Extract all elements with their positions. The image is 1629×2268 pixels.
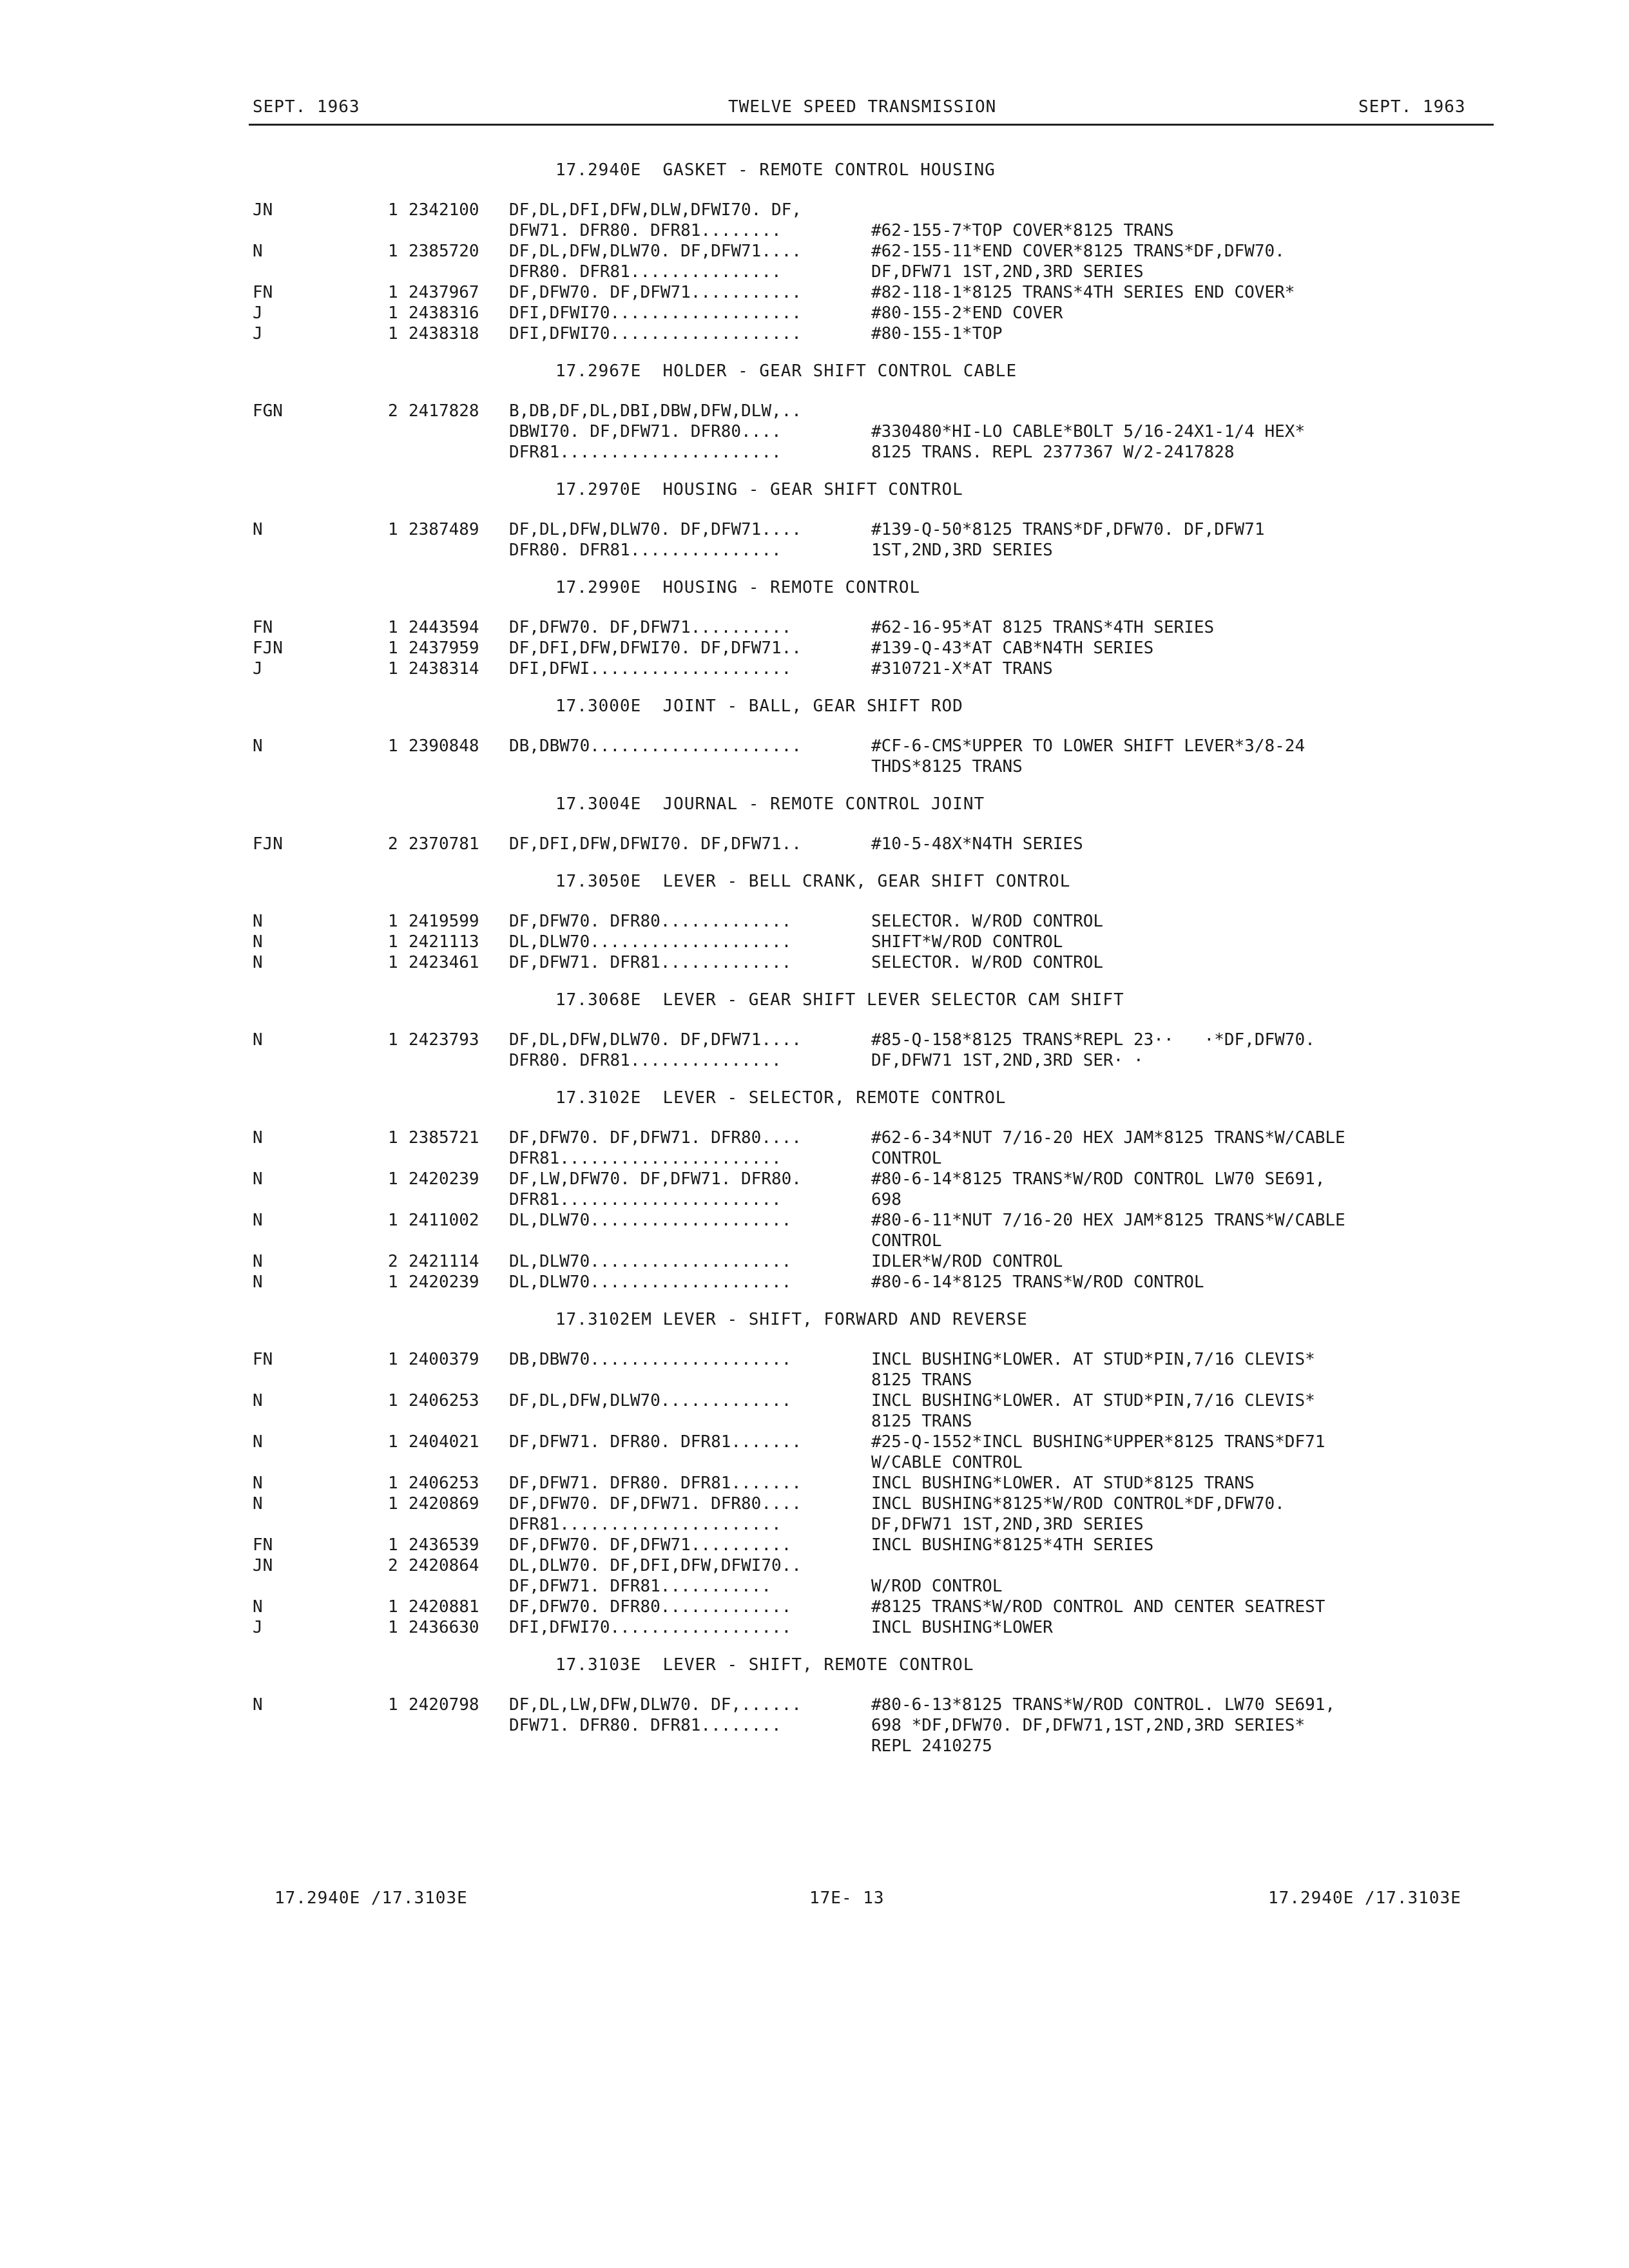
model-list: DBWI70. DF,DFW71. DFR80.... [509, 422, 782, 441]
part-number: 2404021 [409, 1432, 479, 1452]
part-number: 2421114 [409, 1252, 479, 1271]
section [0, 479, 1629, 561]
entry-line [0, 1452, 1629, 1473]
model-list: DF,DL,LW,DFW,DLW70. DF,...... [509, 1695, 802, 1715]
usage-code: FN [253, 1535, 273, 1555]
model-list: DFR80. DFR81............... [509, 1051, 782, 1070]
footer-right-range: 17.2940E /17.3103E [1268, 1888, 1461, 1908]
part-entry [0, 1555, 1629, 1597]
entry-line [0, 1617, 1629, 1638]
quantity: 1 [388, 1391, 398, 1410]
usage-code: FN [253, 283, 273, 302]
entry-line [0, 1514, 1629, 1535]
model-list: DFI,DFWI.................... [509, 659, 792, 678]
usage-code: N [253, 520, 263, 539]
quantity: 1 [388, 912, 398, 931]
section [0, 160, 1629, 344]
quantity: 1 [388, 1030, 398, 1050]
part-description: CONTROL [871, 1231, 942, 1251]
part-number: 2437967 [409, 283, 479, 302]
part-description: 698 [871, 1190, 901, 1209]
quantity: 1 [388, 1597, 398, 1617]
entry-line [0, 282, 1629, 303]
part-entry [0, 736, 1629, 777]
section-title: 17.3068E LEVER - GEAR SHIFT LEVER SELECTOR CAM SHIFT [555, 990, 1124, 1010]
usage-code: N [253, 932, 263, 952]
part-number: 2390848 [409, 736, 479, 756]
entry-line [0, 1535, 1629, 1555]
model-list: DF,DFW70. DF,DFW71.......... [509, 1535, 792, 1555]
entry-line [0, 617, 1629, 638]
part-description: #62-155-11*END COVER*8125 TRANS*DF,DFW70. [871, 242, 1285, 261]
usage-code: N [253, 953, 263, 972]
usage-code: N [253, 1128, 263, 1148]
entry-line [0, 1231, 1629, 1251]
part-number: 2406253 [409, 1391, 479, 1410]
part-description: DF,DFW71 1ST,2ND,3RD SER· · [871, 1051, 1144, 1070]
part-description: INCL BUSHING*LOWER. AT STUD*PIN,7/16 CLEVIS* [871, 1391, 1315, 1410]
section-title: 17.3050E LEVER - BELL CRANK, GEAR SHIFT CONTROL [555, 872, 1071, 891]
part-number: 2438314 [409, 659, 479, 678]
part-number: 2385721 [409, 1128, 479, 1148]
model-list: DF,LW,DFW70. DF,DFW71. DFR80. [509, 1169, 802, 1189]
entry-line [0, 1169, 1629, 1189]
part-description: #80-155-1*TOP [871, 324, 1003, 343]
entry-line [0, 540, 1629, 561]
usage-code: J [253, 324, 263, 343]
quantity: 1 [388, 1432, 398, 1452]
part-entry [0, 1695, 1629, 1756]
quantity: 1 [388, 736, 398, 756]
entry-line [0, 932, 1629, 952]
usage-code: J [253, 1618, 263, 1637]
part-description: #139-Q-43*AT CAB*N4TH SERIES [871, 639, 1154, 658]
entry-line [0, 200, 1629, 220]
section [0, 361, 1629, 463]
usage-code: J [253, 659, 263, 678]
entry-line [0, 736, 1629, 756]
part-description: DF,DFW71 1ST,2ND,3RD SERIES [871, 1515, 1144, 1534]
model-list: DFW71. DFR80. DFR81........ [509, 1716, 782, 1735]
entry-line [0, 1555, 1629, 1576]
model-list: DFR80. DFR81............... [509, 541, 782, 560]
quantity: 1 [388, 1695, 398, 1715]
header-right-date: SEPT. 1963 [1358, 97, 1466, 117]
part-entry [0, 1272, 1629, 1293]
part-description: #139-Q-50*8125 TRANS*DF,DFW70. DF,DFW71 [871, 520, 1265, 539]
part-entry [0, 519, 1629, 561]
entry-line [0, 1411, 1629, 1432]
model-list: DF,DL,DFW,DLW70............. [509, 1391, 792, 1410]
part-entry [0, 1432, 1629, 1473]
part-entry [0, 932, 1629, 952]
entry-line [0, 834, 1629, 854]
part-entry [0, 1390, 1629, 1432]
entry-line [0, 241, 1629, 262]
part-number: 2420798 [409, 1695, 479, 1715]
part-description: #62-16-95*AT 8125 TRANS*4TH SERIES [871, 618, 1215, 637]
model-list: DB,DBW70.................... [509, 1350, 792, 1369]
entry-line [0, 1695, 1629, 1715]
part-description: INCL BUSHING*LOWER [871, 1618, 1053, 1637]
usage-code: N [253, 1252, 263, 1271]
header-title: TWELVE SPEED TRANSMISSION [728, 97, 997, 117]
model-list: DF,DFI,DFW,DFWI70. DF,DFW71.. [509, 834, 802, 854]
part-description: DF,DFW71 1ST,2ND,3RD SERIES [871, 262, 1144, 282]
part-entry [0, 1210, 1629, 1251]
section [0, 1309, 1629, 1638]
entry-line [0, 421, 1629, 442]
model-list: DF,DFW70. DFR80............. [509, 912, 792, 931]
page-footer [0, 1888, 1629, 1914]
part-number: 2420881 [409, 1597, 479, 1617]
entry-line [0, 262, 1629, 282]
part-description: 698 *DF,DFW70. DF,DFW71,1ST,2ND,3RD SERIES* [871, 1716, 1306, 1735]
section-title: 17.3102EM LEVER - SHIFT, FORWARD AND REVERSE [555, 1310, 1028, 1329]
part-description: #80-6-13*8125 TRANS*W/ROD CONTROL. LW70 SE691, [871, 1695, 1336, 1715]
model-list: DFR81...................... [509, 1149, 782, 1168]
part-entry [0, 952, 1629, 973]
part-number: 2419599 [409, 912, 479, 931]
model-list: DF,DFW70. DF,DFW71. DFR80.... [509, 1128, 802, 1148]
entry-line [0, 442, 1629, 463]
part-entry [0, 1494, 1629, 1535]
page-header [0, 90, 1629, 129]
model-list: DL,DLW70.................... [509, 1273, 792, 1292]
section [0, 871, 1629, 973]
part-description: INCL BUSHING*LOWER. AT STUD*PIN,7/16 CLEVIS* [871, 1350, 1315, 1369]
model-list: DF,DFW70. DF,DFW71. DFR80.... [509, 1494, 802, 1514]
model-list: DL,DLW70. DF,DFI,DFW,DFWI70.. [509, 1556, 802, 1575]
entry-line [0, 1370, 1629, 1390]
part-number: 2420864 [409, 1556, 479, 1575]
entry-line [0, 638, 1629, 658]
part-description: #62-155-7*TOP COVER*8125 TRANS [871, 221, 1174, 240]
part-description: 1ST,2ND,3RD SERIES [871, 541, 1053, 560]
model-list: DF,DFW71. DFR81........... [509, 1577, 771, 1596]
part-entry [0, 617, 1629, 638]
section-title: 17.3000E JOINT - BALL, GEAR SHIFT ROD [555, 697, 963, 716]
part-number: 2437959 [409, 639, 479, 658]
part-entry [0, 911, 1629, 932]
part-description: #25-Q-1552*INCL BUSHING*UPPER*8125 TRANS*DF71 [871, 1432, 1325, 1452]
usage-code: FJN [253, 639, 283, 658]
entry-line [0, 1050, 1629, 1071]
quantity: 1 [388, 639, 398, 658]
part-description: CONTROL [871, 1149, 942, 1168]
part-number: 2342100 [409, 200, 479, 220]
part-number: 2420239 [409, 1273, 479, 1292]
quantity: 1 [388, 659, 398, 678]
usage-code: N [253, 912, 263, 931]
entry-line [0, 1030, 1629, 1050]
usage-code: FN [253, 1350, 273, 1369]
part-description: 8125 TRANS [871, 1370, 972, 1390]
part-description: #10-5-48X*N4TH SERIES [871, 834, 1083, 854]
quantity: 1 [388, 1211, 398, 1230]
part-description: #8125 TRANS*W/ROD CONTROL AND CENTER SEATREST [871, 1597, 1325, 1617]
part-entry [0, 1349, 1629, 1390]
header-left-date: SEPT. 1963 [253, 97, 360, 117]
part-description: #80-6-14*8125 TRANS*W/ROD CONTROL LW70 SE691, [871, 1169, 1325, 1189]
quantity: 1 [388, 932, 398, 952]
part-description: IDLER*W/ROD CONTROL [871, 1252, 1063, 1271]
entry-line [0, 756, 1629, 777]
part-description: SHIFT*W/ROD CONTROL [871, 932, 1063, 952]
quantity: 1 [388, 953, 398, 972]
part-description: THDS*8125 TRANS [871, 757, 1023, 776]
usage-code: N [253, 1030, 263, 1050]
model-list: DF,DL,DFW,DLW70. DF,DFW71.... [509, 520, 802, 539]
part-description: W/ROD CONTROL [871, 1577, 1003, 1596]
usage-code: N [253, 1273, 263, 1292]
quantity: 1 [388, 200, 398, 220]
usage-code: JN [253, 1556, 273, 1575]
entry-line [0, 1210, 1629, 1231]
quantity: 2 [388, 1252, 398, 1271]
part-description: W/CABLE CONTROL [871, 1453, 1023, 1472]
part-number: 2370781 [409, 834, 479, 854]
part-description: INCL BUSHING*8125*4TH SERIES [871, 1535, 1154, 1555]
part-description: REPL 2410275 [871, 1736, 992, 1756]
usage-code: FN [253, 618, 273, 637]
section [0, 577, 1629, 679]
section-title: 17.3103E LEVER - SHIFT, REMOTE CONTROL [555, 1655, 974, 1675]
usage-code: N [253, 242, 263, 261]
part-description: #CF-6-CMS*UPPER TO LOWER SHIFT LEVER*3/8-24 [871, 736, 1306, 756]
part-description: #62-6-34*NUT 7/16-20 HEX JAM*8125 TRANS*W/CABLE [871, 1128, 1345, 1148]
entry-line [0, 1576, 1629, 1597]
part-number: 2385720 [409, 242, 479, 261]
part-entry [0, 1251, 1629, 1272]
section [0, 696, 1629, 777]
quantity: 1 [388, 1474, 398, 1493]
entry-line [0, 1390, 1629, 1411]
part-number: 2436539 [409, 1535, 479, 1555]
section [0, 794, 1629, 854]
entry-line [0, 519, 1629, 540]
quantity: 1 [388, 1128, 398, 1148]
entry-line [0, 1349, 1629, 1370]
entry-line [0, 1251, 1629, 1272]
entry-line [0, 1148, 1629, 1169]
model-list: DF,DL,DFI,DFW,DLW,DFWI70. DF, [509, 200, 802, 220]
model-list: DF,DFW70. DF,DFW71........... [509, 283, 802, 302]
model-list: DFI,DFWI70................... [509, 303, 802, 323]
section-title: 17.2940E GASKET - REMOTE CONTROL HOUSING [555, 160, 996, 180]
entry-line [0, 1597, 1629, 1617]
model-list: DFI,DFWI70.................. [509, 1618, 792, 1637]
section-title: 17.2967E HOLDER - GEAR SHIFT CONTROL CABLE [555, 361, 1017, 381]
model-list: DFR81...................... [509, 1515, 782, 1534]
entry-line [0, 1128, 1629, 1148]
model-list: B,DB,DF,DL,DBI,DBW,DFW,DLW,.. [509, 401, 802, 421]
model-list: DL,DLW70.................... [509, 932, 792, 952]
quantity: 1 [388, 520, 398, 539]
quantity: 1 [388, 1350, 398, 1369]
entry-line [0, 1715, 1629, 1736]
usage-code: N [253, 1169, 263, 1189]
part-entry [0, 303, 1629, 323]
part-description: 8125 TRANS. REPL 2377367 W/2-2417828 [871, 443, 1235, 462]
footer-left-range: 17.2940E /17.3103E [275, 1888, 468, 1908]
part-description: #82-118-1*8125 TRANS*4TH SERIES END COVER* [871, 283, 1295, 302]
model-list: DF,DFW70. DF,DFW71.......... [509, 618, 792, 637]
part-entry [0, 282, 1629, 303]
part-number: 2400379 [409, 1350, 479, 1369]
part-description: 8125 TRANS [871, 1412, 972, 1431]
footer-page-number: 17E- 13 [809, 1888, 885, 1908]
usage-code: N [253, 1597, 263, 1617]
part-number: 2387489 [409, 520, 479, 539]
entry-line [0, 1736, 1629, 1756]
parts-listing [0, 160, 1629, 1773]
part-entry [0, 1473, 1629, 1494]
part-entry [0, 1128, 1629, 1169]
usage-code: FJN [253, 834, 283, 854]
entry-line [0, 658, 1629, 679]
part-entry [0, 200, 1629, 241]
quantity: 1 [388, 618, 398, 637]
part-entry [0, 658, 1629, 679]
section-title: 17.2970E HOUSING - GEAR SHIFT CONTROL [555, 480, 963, 499]
quantity: 1 [388, 303, 398, 323]
entry-line [0, 952, 1629, 973]
section [0, 1655, 1629, 1756]
part-entry [0, 241, 1629, 282]
usage-code: N [253, 1432, 263, 1452]
model-list: DF,DFI,DFW,DFWI70. DF,DFW71.. [509, 639, 802, 658]
part-description: #310721-X*AT TRANS [871, 659, 1053, 678]
entry-line [0, 303, 1629, 323]
part-entry [0, 323, 1629, 344]
section-title: 17.3004E JOURNAL - REMOTE CONTROL JOINT [555, 794, 985, 814]
model-list: DF,DFW71. DFR80. DFR81....... [509, 1432, 802, 1452]
usage-code: N [253, 1391, 263, 1410]
usage-code: J [253, 303, 263, 323]
entry-line [0, 1432, 1629, 1452]
part-number: 2443594 [409, 618, 479, 637]
quantity: 1 [388, 1618, 398, 1637]
usage-code: N [253, 1695, 263, 1715]
usage-code: N [253, 736, 263, 756]
part-description: #85-Q-158*8125 TRANS*REPL 23·· ·*DF,DFW70. [871, 1030, 1315, 1050]
model-list: DF,DL,DFW,DLW70. DF,DFW71.... [509, 1030, 802, 1050]
model-list: DFR80. DFR81............... [509, 262, 782, 282]
quantity: 1 [388, 1273, 398, 1292]
entry-line [0, 1473, 1629, 1494]
part-description: #80-6-11*NUT 7/16-20 HEX JAM*8125 TRANS*W/CABLE [871, 1211, 1345, 1230]
part-entry [0, 1030, 1629, 1071]
section-title: 17.3102E LEVER - SELECTOR, REMOTE CONTROL [555, 1088, 1007, 1108]
quantity: 2 [388, 834, 398, 854]
quantity: 1 [388, 283, 398, 302]
part-number: 2436630 [409, 1618, 479, 1637]
entry-line [0, 1189, 1629, 1210]
model-list: DB,DBW70..................... [509, 736, 802, 756]
entry-line [0, 220, 1629, 241]
part-number: 2423461 [409, 953, 479, 972]
part-number: 2411002 [409, 1211, 479, 1230]
section-title: 17.2990E HOUSING - REMOTE CONTROL [555, 578, 921, 597]
entry-line [0, 1494, 1629, 1514]
part-entry [0, 638, 1629, 658]
quantity: 1 [388, 324, 398, 343]
section [0, 1088, 1629, 1293]
part-entry [0, 1535, 1629, 1555]
entry-line [0, 911, 1629, 932]
model-list: DF,DFW70. DFR80............. [509, 1597, 792, 1617]
part-number: 2417828 [409, 401, 479, 421]
usage-code: N [253, 1474, 263, 1493]
entry-line [0, 401, 1629, 421]
quantity: 1 [388, 1494, 398, 1514]
entry-line [0, 323, 1629, 344]
quantity: 1 [388, 1535, 398, 1555]
header-rule [249, 124, 1494, 126]
part-number: 2420239 [409, 1169, 479, 1189]
part-description: SELECTOR. W/ROD CONTROL [871, 953, 1104, 972]
usage-code: N [253, 1494, 263, 1514]
part-description: SELECTOR. W/ROD CONTROL [871, 912, 1104, 931]
part-entry [0, 1169, 1629, 1210]
quantity: 2 [388, 401, 398, 421]
part-description: #330480*HI-LO CABLE*BOLT 5/16-24X1-1/4 HEX* [871, 422, 1306, 441]
part-number: 2438318 [409, 324, 479, 343]
part-description: INCL BUSHING*LOWER. AT STUD*8125 TRANS [871, 1474, 1255, 1493]
part-entry [0, 401, 1629, 463]
model-list: DF,DFW71. DFR80. DFR81....... [509, 1474, 802, 1493]
part-entry [0, 1597, 1629, 1617]
part-number: 2420869 [409, 1494, 479, 1514]
model-list: DL,DLW70.................... [509, 1211, 792, 1230]
model-list: DF,DL,DFW,DLW70. DF,DFW71.... [509, 242, 802, 261]
entry-line [0, 1272, 1629, 1293]
model-list: DL,DLW70.................... [509, 1252, 792, 1271]
model-list: DF,DFW71. DFR81............. [509, 953, 792, 972]
quantity: 2 [388, 1556, 398, 1575]
model-list: DFR81...................... [509, 1190, 782, 1209]
part-number: 2438316 [409, 303, 479, 323]
part-description: INCL BUSHING*8125*W/ROD CONTROL*DF,DFW70. [871, 1494, 1285, 1514]
part-entry [0, 1617, 1629, 1638]
section [0, 990, 1629, 1071]
usage-code: JN [253, 200, 273, 220]
model-list: DFR81...................... [509, 443, 782, 462]
part-number: 2406253 [409, 1474, 479, 1493]
model-list: DFW71. DFR80. DFR81........ [509, 221, 782, 240]
usage-code: FGN [253, 401, 283, 421]
quantity: 1 [388, 1169, 398, 1189]
quantity: 1 [388, 242, 398, 261]
part-description: #80-155-2*END COVER [871, 303, 1063, 323]
part-description: #80-6-14*8125 TRANS*W/ROD CONTROL [871, 1273, 1204, 1292]
part-number: 2423793 [409, 1030, 479, 1050]
model-list: DFI,DFWI70................... [509, 324, 802, 343]
part-entry [0, 834, 1629, 854]
usage-code: N [253, 1211, 263, 1230]
part-number: 2421113 [409, 932, 479, 952]
